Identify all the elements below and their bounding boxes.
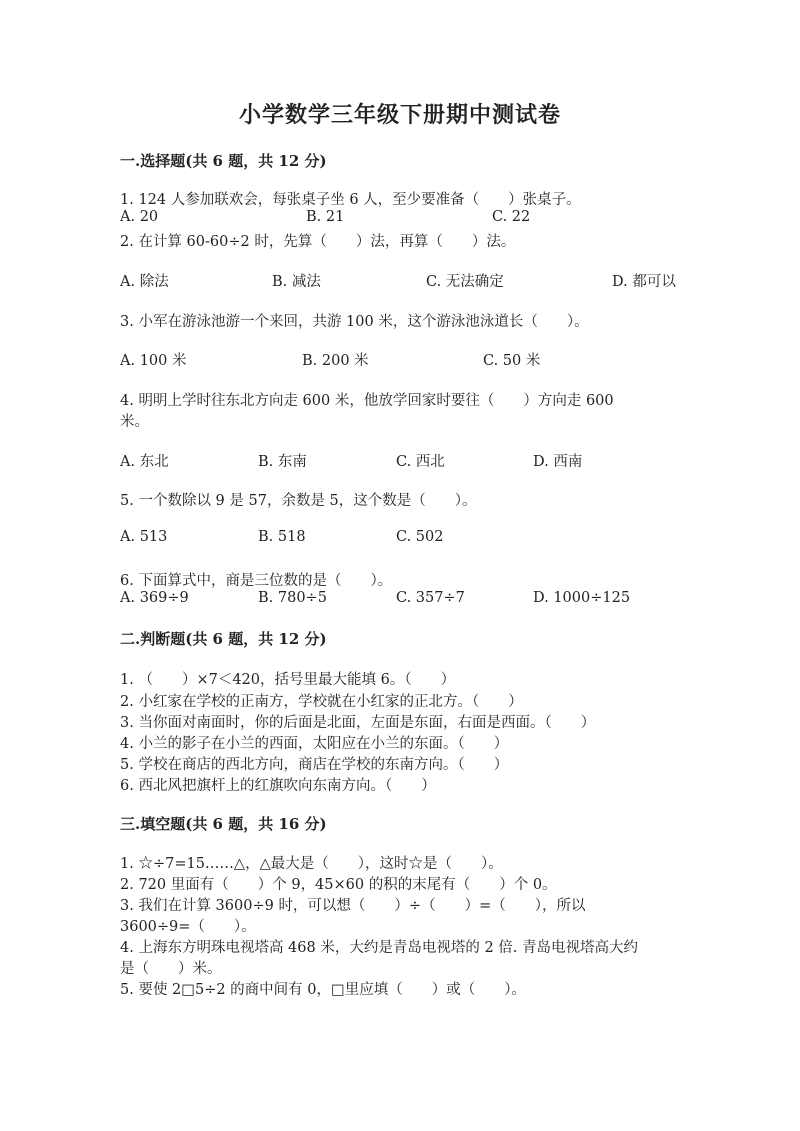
option-c: C. 357÷7	[396, 590, 465, 606]
list-item: 1. ☆÷7=15……△，△最大是（ ），这时☆是（ ）。	[120, 856, 503, 872]
option-b: B. 东南	[258, 454, 307, 470]
option-a: A. 100 米	[120, 353, 187, 369]
option-c: C. 无法确定	[426, 274, 504, 290]
option-b: B. 780÷5	[258, 590, 327, 606]
list-item: 6. 西北风把旗杆上的红旗吹向东南方向。（ ）	[120, 778, 436, 794]
list-item: 2. 小红家在学校的正南方，学校就在小红家的正北方。（ ）	[120, 694, 523, 710]
option-c: C. 502	[396, 529, 444, 545]
list-item: 1. （ ）×7＜420，括号里最大能填 6。（ ）	[120, 672, 456, 688]
option-c: C. 西北	[396, 454, 445, 470]
question-text-continued: 米。	[120, 414, 149, 430]
option-c: C. 22	[492, 209, 531, 225]
option-a: A. 513	[120, 529, 168, 545]
option-d: D. 都可以	[612, 274, 676, 290]
list-item-continued: 3600÷9=（ ）。	[120, 919, 256, 935]
question-text: 1. 124 人参加联欢会，每张桌子坐 6 人，至少要准备（ ）张桌子。	[120, 192, 581, 208]
question-text: 6. 下面算式中，商是三位数的是（ ）。	[120, 573, 393, 589]
question-text: 5. 一个数除以 9 是 57，余数是 5，这个数是（ ）。	[120, 493, 477, 509]
option-c: C. 50 米	[483, 353, 541, 369]
option-d: D. 1000÷125	[533, 590, 631, 606]
question-text: 3. 小军在游泳池游一个来回，共游 100 米，这个游泳池泳道长（ ）。	[120, 314, 589, 330]
option-a: A. 369÷9	[120, 590, 189, 606]
option-b: B. 200 米	[302, 353, 369, 369]
option-b: B. 减法	[272, 274, 321, 290]
question-text: 2. 在计算 60-60÷2 时，先算（ ）法，再算（ ）法。	[120, 234, 516, 250]
option-b: B. 518	[258, 529, 306, 545]
list-item: 5. 要使 2□5÷2 的商中间有 0，□里应填（ ）或（ ）。	[120, 982, 526, 998]
option-a: A. 除法	[120, 274, 169, 290]
question-text: 4. 明明上学时往东北方向走 600 米，他放学回家时要往（ ）方向走 600	[120, 393, 614, 409]
list-item: 5. 学校在商店的西北方向，商店在学校的东南方向。（ ）	[120, 757, 509, 773]
list-item: 3. 我们在计算 3600÷9 时，可以想（ ）÷（ ）=（ ），所以	[120, 898, 586, 914]
list-item: 2. 720 里面有（ ）个 9，45×60 的积的末尾有（ ）个 0。	[120, 877, 557, 893]
list-item: 4. 上海东方明珠电视塔高 468 米，大约是青岛电视塔的 2 倍. 青岛电视塔高大约	[120, 940, 638, 956]
option-d: D. 西南	[533, 454, 583, 470]
list-item: 3. 当你面对南面时，你的后面是北面，左面是东面，右面是西面。（ ）	[120, 715, 596, 731]
section-heading-judgment: 二.判断题(共 6 题，共 12 分)	[120, 630, 327, 648]
page-title: 小学数学三年级下册期中测试卷	[238, 102, 561, 128]
section-heading-choice: 一.选择题(共 6 题，共 12 分)	[120, 152, 327, 170]
option-a: A. 东北	[120, 454, 169, 470]
section-heading-fill-blank: 三.填空题(共 6 题，共 16 分)	[120, 815, 327, 833]
list-item-continued: 是（ ）米。	[120, 961, 222, 977]
option-a: A. 20	[120, 209, 159, 225]
option-b: B. 21	[306, 209, 345, 225]
list-item: 4. 小兰的影子在小兰的西面，太阳应在小兰的东面。（ ）	[120, 736, 509, 752]
